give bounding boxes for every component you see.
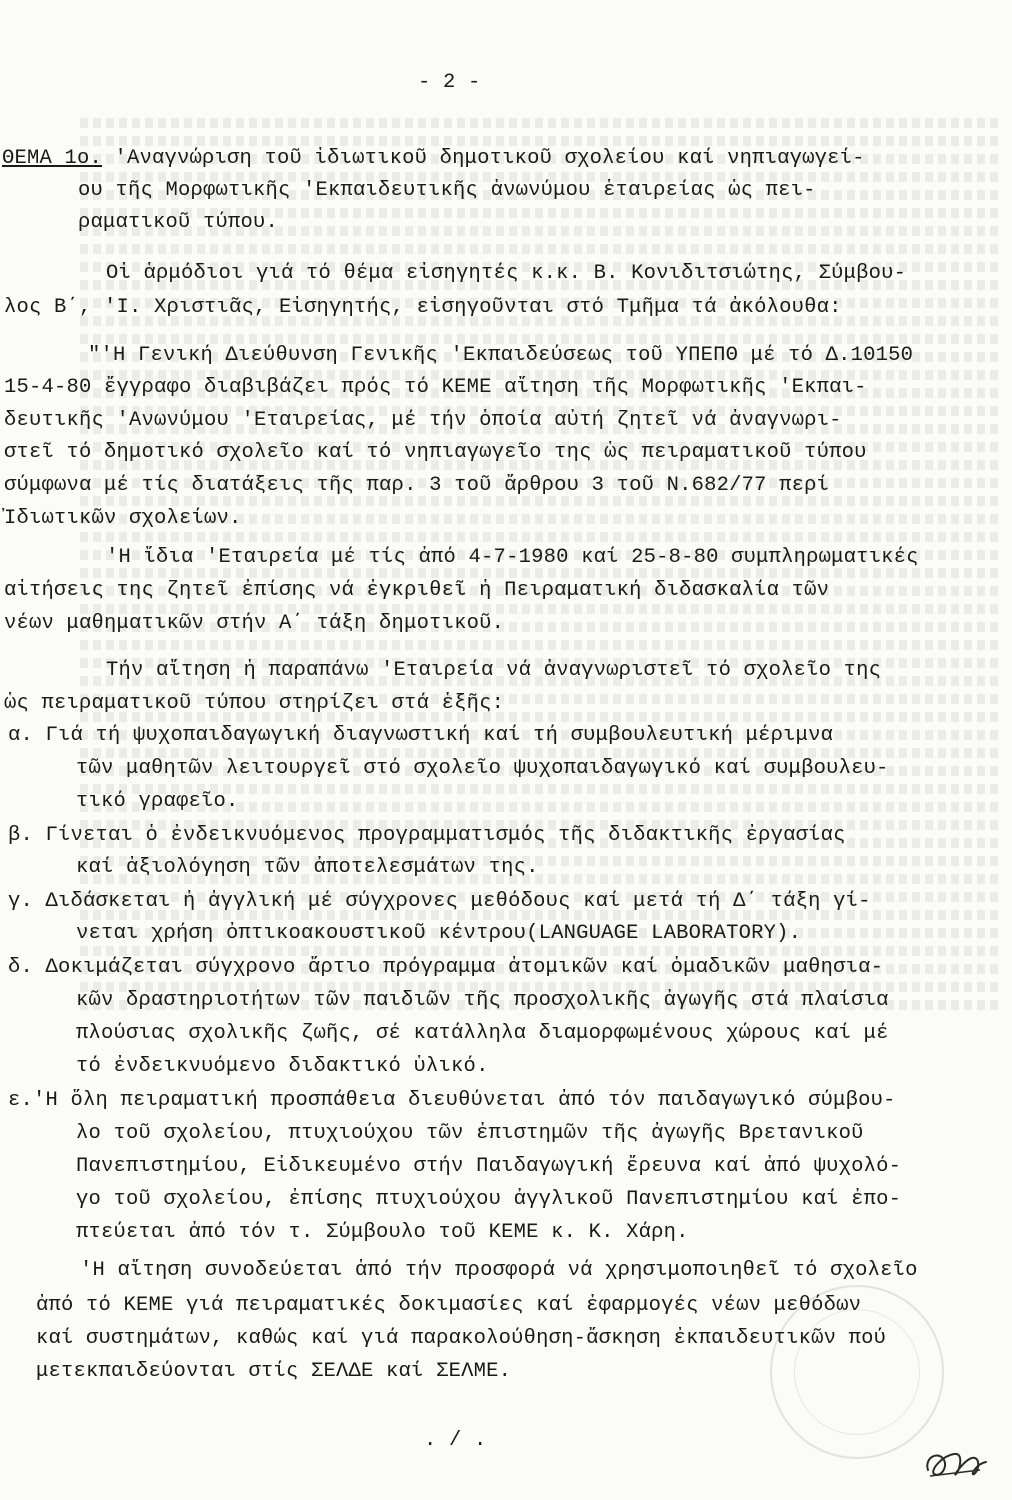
body-line: σύμφωνα μέ τίς διατάξεις τῆς παρ. 3 τοῦ ἄρθρου 3 τοῦ Ν.682/77 περί [4, 474, 830, 497]
body-line: κῶν δραστηριοτήτων τῶν παιδιῶν τῆς προσχολικῆς ἀγωγῆς στά πλαίσια [76, 989, 889, 1012]
theme-label: ΘΕΜΑ 1ο. [2, 147, 103, 170]
continuation-mark: . / . [424, 1429, 487, 1452]
body-line: γο τοῦ σχολείου, ἐπίσης πτυχιούχου ἀγγλικοῦ Πανεπιστημίου καί ἐπο- [76, 1188, 902, 1211]
body-line: ἀπό τό ΚΕΜΕ γιά πειραματικές δοκιμασίες καί ἐφαρμογές νέων μεθόδων [36, 1294, 862, 1317]
body-line: λο τοῦ σχολείου, πτυχιούχου τῶν ἐπιστημῶν τῆς ἀγωγῆς Βρετανικοῦ [76, 1122, 864, 1145]
body-line: 15-4-80 ἔγγραφο διαβιβάζει πρός τό ΚΕΜΕ αἴτηση τῆς Μορφωτικῆς 'Εκπαι- [4, 376, 867, 399]
list-item-alpha: α. Γιά τή ψυχοπαιδαγωγική διαγνωστική καί τή συμβουλευτική μέριμνα [8, 724, 834, 747]
body-line: ου τῆς Μορφωτικῆς 'Εκπαιδευτικῆς ἀνωνύμου ἑταιρείας ὡς πει- [78, 179, 816, 202]
body-line: καί συστημάτων, καθώς καί γιά παρακολούθηση-ἄσκηση ἐκπαιδευτικῶν πού [36, 1327, 887, 1350]
body-line: "'Η Γενική Διεύθυνση Γενικῆς 'Εκπαιδεύσεως τοῦ ΥΠΕΠΘ μέ τό Δ.10150 [88, 344, 914, 367]
page-number: - 2 - [418, 71, 481, 94]
body-line: ραματικοῦ τύπου. [78, 211, 279, 234]
body-line: τῶν μαθητῶν λειτουργεῖ στό σχολεῖο ψυχοπαιδαγωγικό καί συμβουλευ- [76, 757, 889, 780]
signature-initials [920, 1440, 990, 1490]
body-line: στεῖ τό δημοτικό σχολεῖο καί τό νηπιαγωγεῖο της ὡς πειραματικοῦ τύπου [4, 441, 867, 464]
body-line: τικό γραφεῖο. [76, 790, 239, 813]
body-line: πτεύεται ἀπό τόν τ. Σύμβουλο τοῦ ΚΕΜΕ κ. Κ. Χάρη. [76, 1221, 689, 1244]
body-line: νέων μαθηματικῶν στήν Α΄ τάξη δημοτικοῦ. [4, 612, 505, 635]
body-line: νεται χρήση ὀπτικοακουστικοῦ κέντρου(LANGUAGE LABORATORY). [76, 922, 802, 945]
list-item-epsilon: ε.'Η ὅλη πειραματική προσπάθεια διευθύνεται ἀπό τόν παιδαγωγικό σύμβου- [8, 1089, 896, 1112]
body-line: Πανεπιστημίου, Εἰδικευμένο στήν Παιδαγωγική ἔρευνα καί ἀπό ψυχολό- [76, 1155, 902, 1178]
body-line: πλούσιας σχολικῆς ζωῆς, σέ κατάλληλα διαμορφωμένους χώρους καί μέ [76, 1022, 889, 1045]
body-line: 'Η ἴδια 'Εταιρεία μέ τίς ἀπό 4-7-1980 καί 25-8-80 συμπληρωματικές [106, 546, 919, 569]
body-line: 'Η αἴτηση συνοδεύεται ἀπό τήν προσφορά νά χρησιμοποιηθεῖ τό σχολεῖο [80, 1259, 918, 1282]
body-line: αἰτήσεις της ζητεῖ ἐπίσης νά ἐγκριθεῖ ἡ Πειραματική διδασκαλία τῶν [4, 579, 830, 602]
body-line: καί ἀξιολόγηση τῶν ἀποτελεσμάτων της. [76, 856, 539, 879]
body-line: μετεκπαιδεύονται στίς ΣΕΛΔΕ καί ΣΕΛΜΕ. [36, 1360, 512, 1383]
body-line: δευτικῆς 'Ανωνύμου 'Εταιρείας, μέ τήν ὁποία αὐτή ζητεῖ νά ἀναγνωρι- [4, 409, 842, 432]
body-line: λος Β΄, 'Ι. Χριστιᾶς, Εἰσηγητής, εἰσηγοῦνται στό Τμῆμα τά ἀκόλουθα: [4, 296, 842, 319]
list-item-gamma: γ. Διδάσκεται ἡ ἀγγλική μέ σύγχρονες μεθόδους καί μετά τή Δ΄ τάξη γί- [8, 890, 871, 913]
list-item-beta: β. Γίνεται ὁ ἐνδεικνυόμενος προγραμματισμός τῆς διδακτικῆς ἐργασίας [8, 824, 846, 847]
body-line: Τήν αἴτηση ἡ παραπάνω 'Εταιρεία νά ἀναγνωριστεῖ τό σχολεῖο της [106, 659, 882, 682]
body-line: ὡς πειραματικοῦ τύπου στηρίζει στά ἑξῆς: [4, 692, 505, 715]
body-line: Ἰδιωτικῶν σχολείων. [4, 507, 242, 530]
body-line: Οἱ ἁρμόδιοι γιά τό θέμα εἰσηγητές κ.κ. Β. Κονιδιτσιώτης, Σύμβου- [106, 262, 907, 285]
body-line: τό ἐνδεικνυόμενο διδακτικό ὑλικό. [76, 1055, 489, 1078]
list-item-delta: δ. Δοκιμάζεται σύγχρονο ἄρτιο πρόγραμμα ἀτομικῶν καί ὁμαδικῶν μαθησια- [8, 956, 884, 979]
theme-heading-line: ΘΕΜΑ 1ο. 'Αναγνώριση τοῦ ἰδιωτικοῦ δημοτικοῦ σχολείου καί νηπιαγωγεί- [2, 147, 865, 170]
